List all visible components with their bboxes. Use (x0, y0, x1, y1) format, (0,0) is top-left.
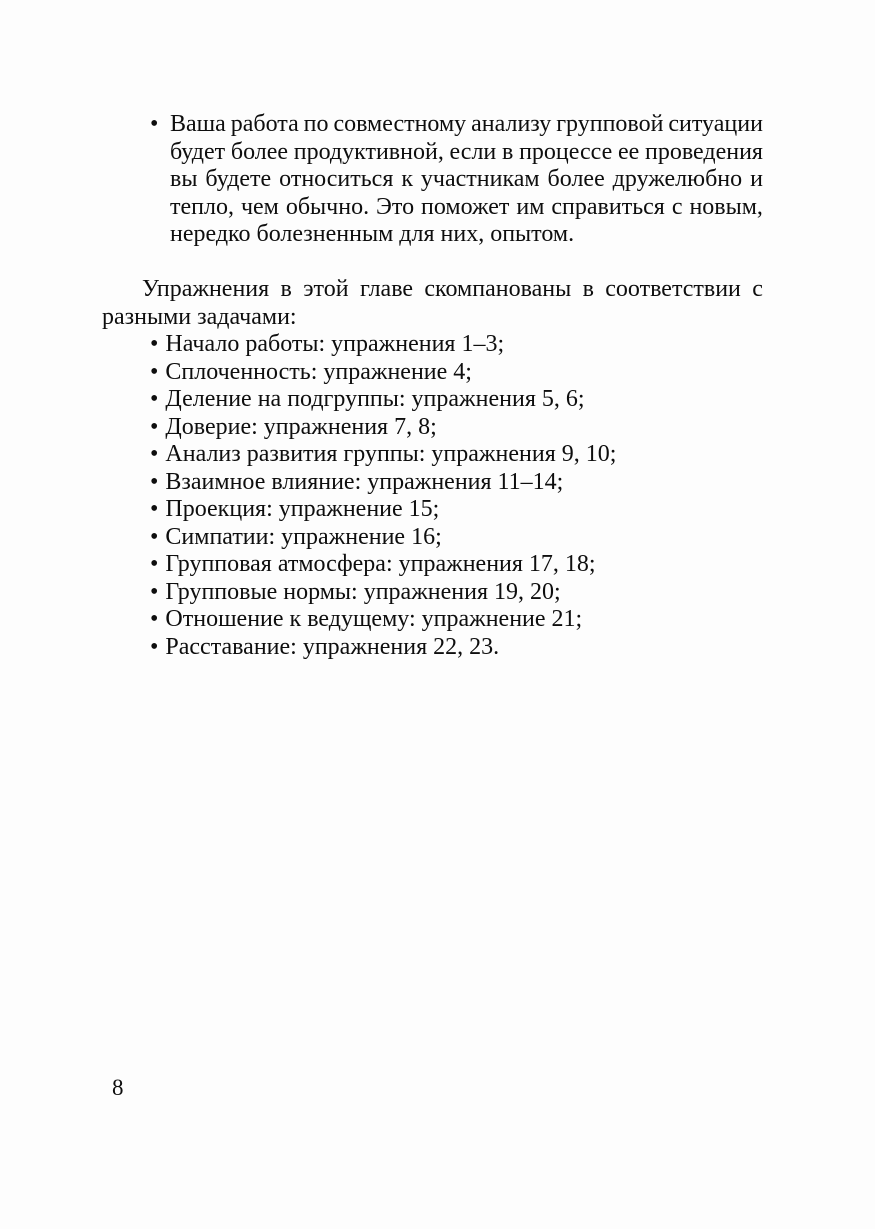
bullet-icon: • (150, 468, 159, 495)
task-list-item (150, 606, 616, 634)
tasks-paragraph (102, 276, 763, 331)
task-list-item (150, 414, 616, 442)
task-list-item (150, 331, 616, 359)
bullet-icon: • (150, 606, 159, 632)
task-list-item (150, 634, 616, 662)
task-list-item-label: Групповые нормы: упражнения 19, 20; (165, 578, 561, 605)
bullet-icon: • (150, 413, 159, 440)
task-list-item-label: Отношение к ведущему: упражнение 21; (165, 606, 583, 632)
task-list-item-label: Групповая атмосфера: упражнения 17, 18; (165, 551, 596, 577)
task-list-item (150, 551, 616, 579)
task-list-item (150, 469, 616, 497)
task-list-item-label: Сплоченность: упражнение 4; (165, 358, 472, 385)
intro-line: нередко болезненным для них, опытом. (170, 221, 575, 247)
bullet-icon: • (150, 496, 159, 522)
bullet-icon: • (150, 578, 159, 605)
task-list-item-label: Доверие: упражнения 7, 8; (165, 413, 437, 440)
task-list-item (150, 524, 616, 552)
tasks-paragraph-line: Упражнения в этой главе скомпанованы в соответствии с (142, 276, 763, 302)
task-list-item-label: Деление на подгруппы: упражнения 5, 6; (165, 386, 585, 412)
task-list-item (150, 496, 616, 524)
task-list-item-label: Взаимное влияние: упражнения 11–14; (165, 468, 564, 495)
task-list (150, 331, 616, 661)
task-list-item (150, 441, 616, 469)
task-list-item-label: Симпатии: упражнение 16; (165, 523, 442, 550)
task-list-item-label: Начало работы: упражнения 1–3; (165, 331, 505, 357)
bullet-icon: • (150, 551, 159, 577)
task-list-item-label: Расставание: упражнения 22, 23. (165, 633, 500, 660)
bullet-icon: • (150, 386, 159, 412)
bullet-icon: • (150, 633, 159, 660)
task-list-item (150, 359, 616, 387)
task-list-item (150, 386, 616, 414)
page-number: 8 (112, 1075, 124, 1100)
intro-line: Ваша работа по совместному анализу групповой ситуации (170, 111, 763, 137)
intro-bullet-paragraph (150, 111, 763, 249)
intro-line: тепло, чем обычно. Это поможет им справиться с новым, (170, 193, 763, 220)
bullet-icon: • (150, 441, 159, 467)
bullet-icon: • (150, 331, 159, 357)
task-list-item (150, 579, 616, 607)
bullet-icon: • (150, 523, 159, 550)
bullet-icon: • (150, 358, 159, 385)
bullet-icon: • (150, 111, 159, 137)
task-list-item-label: Проекция: упражнение 15; (165, 496, 440, 522)
intro-line: вы будете относиться к участникам более дружелюбно и (170, 166, 763, 192)
tasks-paragraph-line: разными задачами: (102, 303, 297, 330)
intro-line: будет более продуктивной, если в процессе ее проведения (170, 138, 763, 165)
task-list-item-label: Анализ развития группы: упражнения 9, 10; (165, 441, 617, 467)
